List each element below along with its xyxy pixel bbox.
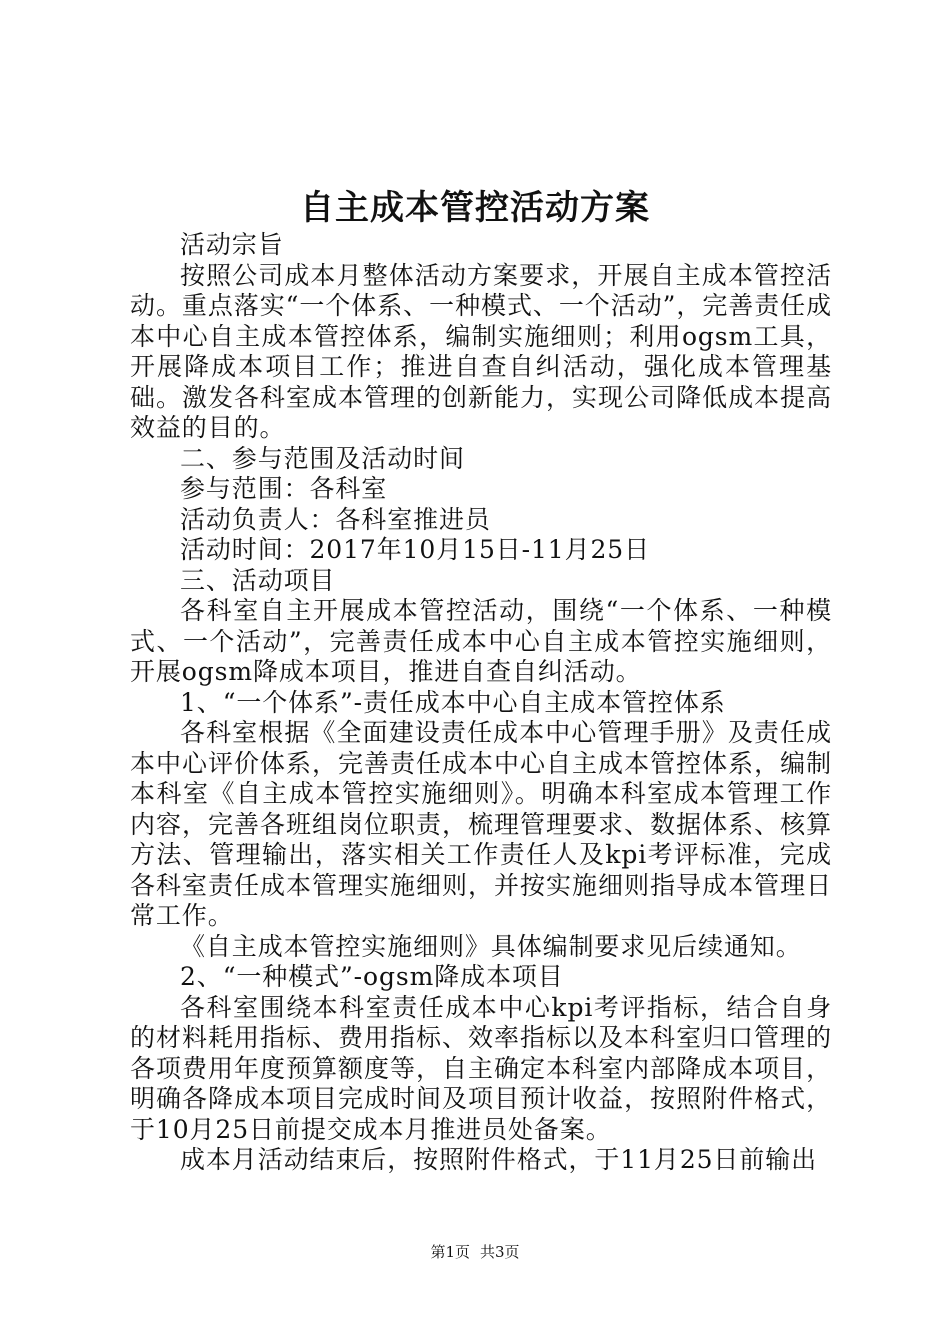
paragraph-purpose: 按照公司成本月整体活动方案要求，开展自主成本管控活动。重点落实“一个体系、一种模式、一个活动”，完善责任成本中心自主成本管控体系，编制实施细则；利用ogsm工具，开展降成本项目工作；推进自查自纠活动，强化成本管理基础。激发各科室成本管理的创新能力，实现公司降低成本提高效益的目的。 — [130, 260, 832, 442]
paragraph-mode: 各科室围绕本科室责任成本中心kpi考评指标，结合自身的材料耗用指标、费用指标、效率指标以及本科室归口管理的各项费用年度预算额度等，自主确定本科室内部降成本项目，明确各降成本项目完成时间及项目预计收益，按照附件格式，于10月25日前提交成本月推进员处备案。 — [130, 992, 832, 1144]
subheading-system: 1、“一个体系”-责任成本中心自主成本管控体系 — [180, 687, 726, 717]
paragraph-system: 各科室根据《全面建设责任成本中心管理手册》及责任成本中心评价体系，完善责任成本中心自主成本管控体系，编制本科室《自主成本管控实施细则》。明确本科室成本管理工作内容，完善各班组岗位职责，梳理管理要求、数据体系、核算方法、管理输出，落实相关工作责任人及kpi考评标准，完成各科室责任成本管理实施细则，并按实施细则指导成本管理日常工作。 — [130, 718, 832, 930]
page-footer — [0, 1242, 950, 1262]
page-number: 第1页 — [430, 1243, 470, 1261]
paragraph-time: 活动时间：2017年10月15日-11月25日 — [180, 535, 651, 564]
section-heading-items: 三、活动项目 — [180, 565, 336, 595]
page-total: 共3页 — [480, 1243, 520, 1261]
paragraph-items: 各科室自主开展成本管控活动，围绕“一个体系、一种模式、一个活动”，完善责任成本中心自主成本管控实施细则，开展ogsm降成本项目，推进自查自纠活动。 — [130, 596, 832, 686]
section-heading-scope: 二、参与范围及活动时间 — [180, 443, 465, 473]
paragraph-purpose-heading: 活动宗旨 — [180, 230, 284, 259]
paragraph-owner: 活动负责人：各科室推进员 — [180, 504, 491, 534]
document-body — [130, 230, 832, 1176]
subheading-mode: 2、“一种模式”-ogsm降成本项目 — [180, 962, 564, 991]
document-title: 自主成本管控活动方案 — [300, 188, 650, 228]
paragraph-notice: 《自主成本管控实施细则》具体编制要求见后续通知。 — [180, 931, 802, 961]
paragraph-scope: 参与范围：各科室 — [180, 474, 388, 503]
paragraph-after-activity: 成本月活动结束后，按照附件格式，于11月25日前输出 — [180, 1145, 818, 1174]
